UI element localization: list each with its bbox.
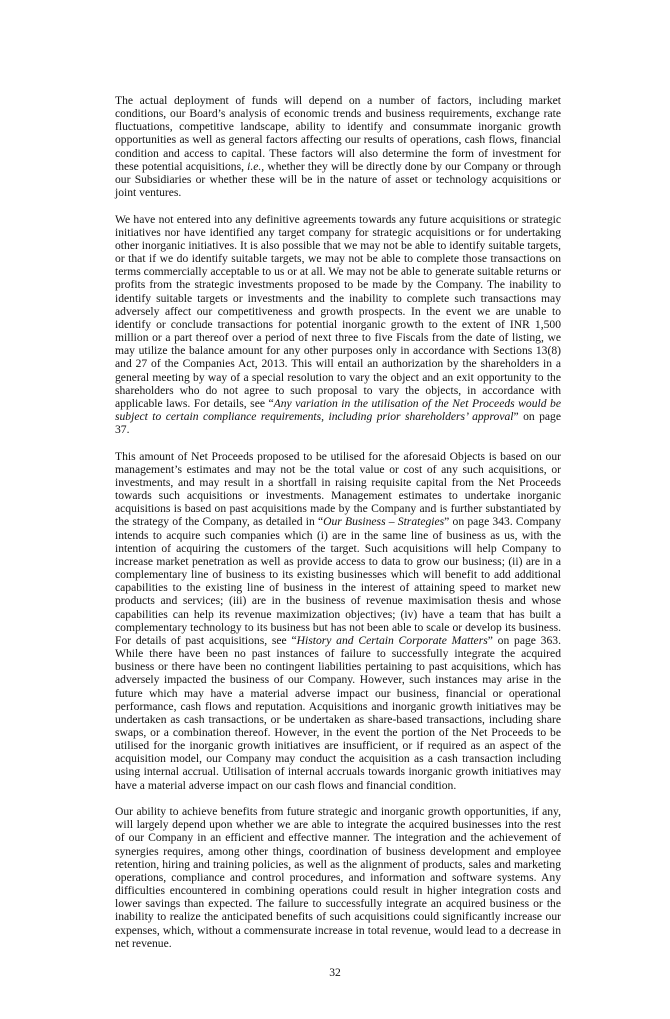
page-number: 32 <box>329 965 341 979</box>
italic-reference: i.e., <box>247 159 265 173</box>
paragraph <box>115 94 561 199</box>
text-segment: ” on page 343. Company intends to acquire such companies which (i) are in the same line of business as us, with the intention of acquiring the customers of the target. Such acquisitions will help Company to increase market penetration as well as provide access to data to grow our business; (ii) are in a complementary line of business to its existing businesses which will benefit to add additional capabilities to the existing line of business in the interest of attaining speed to market new products and services; (iii) are in the business of revenue maximisation thesis and whose capabilities can help its revenue maximization objectives; (iv) have a team that has built a complementary technology to its business but has not been able to scale or develop its business. For details of past acquisitions, see “ <box>115 515 562 647</box>
text-segment: The actual deployment of funds will depend on a number of factors, including market conditions, our Board’s analysis of economic trends and business requirements, exchange rate fluctuations, competitive landscape, ability to identify and consummate inorganic growth opportunities as well as general factors affecting our results of operations, cash flows, financial condition and access to capital. These factors will also determine the form of investment for these potential acquisitions, <box>115 94 561 173</box>
text-segment: Our ability to achieve benefits from future strategic and inorganic growth opportunities, if any, will largely depend upon whether we are able to integrate the acquired businesses into the rest of our Company in an efficient and effective manner. The integration and the achievement of synergies requires, among other things, coordination of business development and employee retention, hiring and training policies, as well as the alignment of products, sales and marketing operations, compliance and control procedures, and information and software systems. Any difficulties encountered in combining operations could result in higher integration costs and lower savings than expected. The failure to successfully integrate an acquired business or the inability to realize the anticipated benefits of such acquisitions could significantly increase our expenses, which, without a commensurate increase in total revenue, would lead to a decrease in net revenue. <box>115 805 561 950</box>
paragraph <box>115 805 561 950</box>
paragraph <box>115 450 561 792</box>
italic-reference: Any variation in the utilisation of the Net Proceeds would be subject to certain compliance requirements, including prior shareholders’ approval <box>115 396 561 423</box>
text-segment: We have not entered into any definitive agreements towards any future acquisitions or strategic initiatives nor have identified any target company for strategic acquisitions or for undertaking other inorganic initiatives. It is also possible that we may not be able to identify suitable targets, or that if we do identify suitable targets, we may not be able to complete those transactions on terms commercially acceptable to us or at all. We may not be able to generate suitable returns or profits from the strategic investments proposed to be made by the Company. The inability to identify suitable targets or investments and the inability to complete such transactions may adversely affect our competitiveness and growth prospects. In the event we are unable to identify or conclude transactions for potential inorganic growth to the extent of INR 1,500 million or a part thereof over a period of next three to five Fiscals from the date of listing, we may utilize the balance amount for any other purposes only in accordance with Sections 13(8) and 27 of the Companies Act, 2013. This will entail an authorization by the shareholders in a general meeting by way of a special resolution to vary the object and an exit opportunity to the shareholders who do not agree to such proposal to vary the objects, in accordance with applicable laws. For details, see “ <box>115 212 561 410</box>
italic-reference: History and Certain Corporate Matters <box>296 633 488 647</box>
text-segment: This amount of Net Proceeds proposed to be utilised for the aforesaid Objects is based on our management’s estimates and may not be the total value or cost of any such acquisitions, or investments, and may result in a shortfall in raising requisite capital from the Net Proceeds towards such acquisitions or investments. Management estimates to undertake inorganic acquisitions is based on past acquisitions made by the Company and is further substantiated by the strategy of the Company, as detailed in “ <box>115 449 561 529</box>
text-segment: whether they will be directly done by our Company or through our Subsidiaries or whether these will be in the nature of asset or technology acquisitions or joint ventures. <box>115 159 561 200</box>
text-segment: ” on page 37. <box>115 409 561 437</box>
italic-reference: Our Business – Strategies <box>323 515 445 529</box>
paragraph <box>115 213 561 437</box>
text-segment: ” on page 363. While there have been no past instances of failure to successfully integrate the acquired business or there have been no contingent liabilities pertaining to past acquisitions, which has adversely impacted the business of our Company. However, such instances may arise in the future which may have a material adverse impact our business, financial or operational performance, cash flows and reputation. Acquisitions and inorganic growth initiatives may be undertaken as cash transactions, or be undertaken as share-based transactions, including share swaps, or a combination thereof. However, in the event the portion of the Net Proceeds to be utilised for the inorganic growth initiatives are insufficient, or if required as an aspect of the acquisition model, our Company may conduct the acquisition as a cash transaction including using internal accrual. Utilisation of internal accruals towards inorganic growth initiatives may have a material adverse impact on our cash flows and financial condition. <box>115 633 561 792</box>
document-body <box>115 94 561 950</box>
